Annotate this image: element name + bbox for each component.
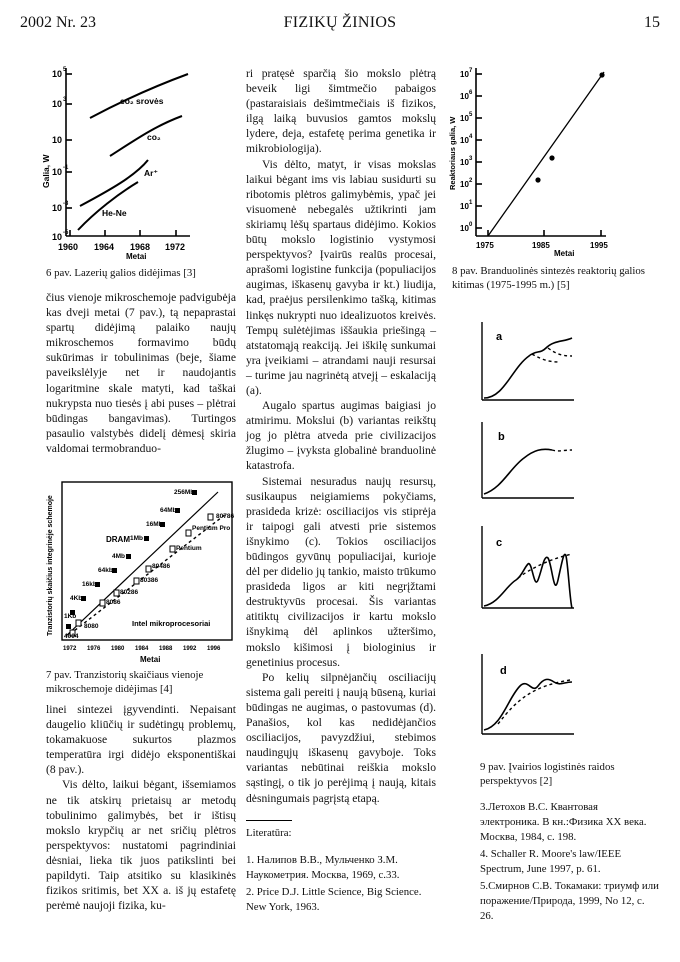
fig7-dram-1mb: 1Mb bbox=[130, 535, 143, 542]
svg-text:10: 10 bbox=[52, 69, 63, 79]
fig6-y-exp-0: 5 bbox=[63, 67, 67, 73]
fig8-y-exp-5: 2 bbox=[469, 178, 473, 184]
fig6-xtick-2: 1968 bbox=[130, 242, 151, 252]
column-1-text-bottom bbox=[46, 702, 236, 913]
fig7-dram-1kb: 1Kb bbox=[64, 613, 77, 620]
literature-item-1: 1. Налипов В.В., Мульченко З.М. Наукометрия. Москва, 1969, с.33. bbox=[246, 854, 400, 881]
fig8-y-exp-7: 0 bbox=[469, 222, 473, 228]
journal-title: FIZIKŲ ŽINIOS bbox=[283, 14, 397, 31]
fig7-dram-16kb: 16kb bbox=[82, 581, 97, 588]
literature-list bbox=[246, 826, 440, 917]
svg-text:10: 10 bbox=[460, 158, 469, 167]
col2-paragraph-3: Augalo spartus augimas baigiasi jo atmirimu. Mokslui (b) variantas reikštų jog jo plėtra atveda prie civilizacijos žlugimo – įvyksta globalinė branduolinė katastrofa. bbox=[246, 399, 436, 473]
fig7-mp-80486: 80486 bbox=[152, 563, 171, 570]
svg-text:10: 10 bbox=[460, 136, 469, 145]
fig7-mp-80786: 80786 bbox=[216, 513, 235, 520]
fig7-mp-4004: 4004 bbox=[64, 633, 79, 640]
fig6-y-exp-3: -1 bbox=[63, 165, 69, 171]
fig6-label-hene: He-Ne bbox=[102, 208, 127, 218]
fig8-xtick-2: 1995 bbox=[590, 241, 608, 250]
fig9-caption: 9 pav. Įvairios logistinės raidos perspektyvos [2] bbox=[480, 761, 615, 787]
fig6-y-exp-1: 3 bbox=[63, 97, 67, 103]
fig7-mp-label: Intel mikroprocesoriai bbox=[132, 619, 211, 628]
fig8-ylabel: Reaktoriaus galia, W bbox=[448, 116, 457, 190]
fig6-label-co2: co₂ bbox=[147, 132, 161, 142]
fig6-label-ar: Ar⁺ bbox=[144, 168, 158, 178]
svg-text:10: 10 bbox=[52, 99, 63, 109]
fig7-dram-64mb: 64Mb bbox=[160, 507, 177, 514]
svg-text:10: 10 bbox=[460, 92, 469, 101]
fig9-panel-a-label: a bbox=[496, 331, 503, 343]
fig8-caption: 8 pav. Branduolinės sintezės reaktorių galios kitimas (1975-1995 m.) [5] bbox=[452, 265, 645, 291]
col2-paragraph-5: Po kelių silpnėjančių osciliacijų sistema gali pereiti į naują būseną, kuriai būdingas ne augimas, o pastovumas (d). Panašios, kol kas nedidėjančios osciliacijos, pavyzdžiui, stebimos naudingųjų iškasenų gavyboje. Toks variantas nebūtinai reiškia mokslo sąstingį, o tik jo perėjimą į naują, kitais dėsningumais pagrįstą etapą. bbox=[246, 670, 436, 805]
fig7-mp-80286: 80286 bbox=[120, 589, 139, 596]
svg-text:10: 10 bbox=[52, 167, 63, 177]
fig8-y-exp-3: 4 bbox=[469, 134, 473, 140]
svg-text:10: 10 bbox=[460, 202, 469, 211]
fig7-xtick-2: 1980 bbox=[111, 646, 125, 652]
fig9-logistic-scenarios bbox=[474, 318, 634, 738]
fig6-caption: 6 pav. Lazerių galios didėjimas [3] bbox=[46, 267, 196, 279]
col1-paragraph-2: linei sintezei įgyvendinti. Nepaisant daugelio kliūčių ir sudėtingų problemų, tokamakuose sukurtos plazmos temperatūra irgi didėjo eksponentiškai (8 pav.). bbox=[46, 703, 236, 777]
fig7-dram-64kb: 64kb bbox=[98, 567, 113, 574]
reference-5: 5.Смирнов С.В. Токамаки: триумф или поражение/Природа, 1999, No 12, с. 26. bbox=[480, 880, 659, 922]
fig7-xtick-3: 1984 bbox=[135, 646, 149, 652]
fig8-y-exp-0: 7 bbox=[469, 68, 473, 74]
col2-paragraph-1: ri pratęsė sparčią šio mokslo plėtrą beveik ligi šimtmečio pabaigos (pastaraisiais dešimtmečiais iš fizikos, ilgą laiką buvusios gamtos mokslų lydere, deja, estafetę perima genetika ir mikrobiologija). bbox=[246, 67, 436, 156]
issue-number: 2002 Nr. 23 bbox=[20, 14, 96, 31]
svg-text:10: 10 bbox=[460, 70, 469, 79]
col1-paragraph: čius vienoje mikroschemoje padvigubėja kas dveji metai (7 pav.), tą nepaprastai spartų didėjimą palaiko naujų mikroschemos formavimo būdų sukūrimas ir tobulinimas (beje, šiame paveikslėlyje net ir naudojantis logaritmine skale matyti, kad taškai nukrypsta nuo tiesės į abi puses – plėtrai būdingas bangavimas). Turtingos pasaulio valstybės didelį dėmesį skiria valdomai termobranduo- bbox=[46, 291, 236, 455]
fig7-xtick-0: 1972 bbox=[63, 646, 77, 652]
fig6-xtick-0: 1960 bbox=[58, 242, 79, 252]
column-2-text bbox=[246, 66, 436, 806]
fig7-dram-4kb: 4Kb bbox=[70, 595, 83, 602]
reference-4: 4. Schaller R. Moore's law/IEEE Spectrum, June 1997, p. 61. bbox=[480, 848, 622, 875]
svg-text:10: 10 bbox=[460, 114, 469, 123]
fig8-xlabel: Metai bbox=[554, 249, 575, 258]
fig7-dram-label: DRAM bbox=[106, 535, 130, 544]
svg-text:10: 10 bbox=[460, 180, 469, 189]
fig6-label-co2-flow: co₂ srovės bbox=[120, 96, 164, 106]
fig7-dram-4mb: 4Mb bbox=[112, 553, 125, 560]
fig6-xtick-3: 1972 bbox=[165, 242, 186, 252]
literature-title: Literatūra: bbox=[246, 827, 292, 839]
fig6-xtick-1: 1964 bbox=[94, 242, 115, 252]
fig6-ylabel: Galia, W bbox=[41, 154, 51, 188]
fig7-dram-16mb: 16Mb bbox=[146, 521, 163, 528]
col2-paragraph-2: Vis dėlto, matyt, ir visas mokslas laikui bėgant ims vis labiau susidurti su ribotomis plėtros galimybėmis, ypač jei visuomenė nebegalės užtikrinti jam skiriamų lėšų spartaus didėjimo. Kokios būtų mokslo logistinio vystymosi perspektyvos? Įvairūs realūs procesai, aprašomi logistine funkcija (populiacijos augimas, iškasenų gavyba ir kt.) liudija, kad, praėjus persilenkimo tašką, kitimas linkęs nukrypti nuo idealizuotos kreivės. Tempų sulėtėjimas iššaukia priešingą – atstatomąją reakciją. Jei iškilę sunkumai yra įveikiami – atrandami nauji resursai – turime jau nagrinėtą atvejį – eskalaciją (a). bbox=[246, 157, 436, 397]
svg-text:10: 10 bbox=[52, 203, 63, 213]
fig8-xtick-1: 1985 bbox=[532, 241, 550, 250]
fig8-y-exp-4: 3 bbox=[469, 156, 473, 162]
literature-item-2: 2. Price D.J. Little Science, Big Science. New York, 1963. bbox=[246, 886, 422, 913]
col1-paragraph-3: Vis dėlto, laikui bėgant, išsemiamos ne tik atskirų prietaisų ar metodų tobulinimo galimybės, bet ir ištisų mokslo krypčių ar net sričių plėtros perspektyvos: nustatomi pagrindiniai dėsniai, lieka tik juos patikslinti bei papildyti. Taip atsitiko su klasikinės fizikos sritimis, bet XX a. iš jų estafetę perėmė naujoji fizika, ku- bbox=[46, 778, 236, 913]
fig7-mp-8086: 8086 bbox=[106, 599, 121, 606]
fig6-xlabel: Metai bbox=[126, 252, 147, 260]
fig8-y-exp-6: 1 bbox=[469, 200, 473, 206]
svg-text:10: 10 bbox=[52, 135, 63, 145]
fig7-xtick-6: 1996 bbox=[207, 646, 221, 652]
column-1-text-top bbox=[46, 290, 236, 456]
svg-text:10: 10 bbox=[460, 224, 469, 233]
fig7-xtick-1: 1976 bbox=[87, 646, 101, 652]
reference-3: 3.Летохов В.С. Квантовая электроника. В кн.:Физика XX века. Москва, 1984, с. 198. bbox=[480, 801, 647, 843]
references-right bbox=[480, 800, 660, 926]
fig6-y-exp-5: -5 bbox=[63, 230, 69, 236]
literature-separator bbox=[246, 820, 292, 821]
svg-text:10: 10 bbox=[52, 232, 63, 242]
fig7-caption: 7 pav. Tranzistorių skaičiaus vienoje mikroschemoje didėjimas [4] bbox=[46, 669, 204, 695]
fig7-xlabel: Metai bbox=[140, 655, 161, 664]
fig9-panel-c-label: c bbox=[496, 537, 503, 549]
fig8-xtick-0: 1975 bbox=[476, 241, 494, 250]
fig6-laser-power-chart bbox=[40, 60, 220, 260]
col2-paragraph-4: Sistemai nesuradus naujų resursų, susikaupus neigiamiems pokyčiams, prasideda krizė: osciliacijos vis stiprėja ir taipogi gali atvesti prie sistemos išnykimo (c). Tokios osciliacijos būdingos gyvūnų populiacijai, kurioje dėl per didelio jų tankio, maisto trūkumo prasideda ligos ar kiti negrįžtami destruktyvūs procesai. Šis variantas atitiktų civilizacijos ir kartu mokslo išnykimą dėl aplinkos užteršimo, mokslo kišimosi į biologinius ir genetinius procesus. bbox=[246, 474, 436, 669]
fig7-mp-pentium-pro: Pentium Pro bbox=[192, 525, 231, 532]
fig9-panel-b-label: b bbox=[498, 431, 505, 443]
fig7-mp-pentium: Pentium bbox=[176, 545, 202, 552]
fig7-xtick-4: 1988 bbox=[159, 646, 173, 652]
fig8-y-exp-2: 5 bbox=[469, 112, 473, 118]
fig7-mp-80386: 80386 bbox=[140, 577, 159, 584]
fig8-reactor-power-chart bbox=[446, 62, 626, 262]
page-number: 15 bbox=[644, 14, 660, 31]
fig7-ylabel: Tranzistorių skaičius integrinėje schemoje bbox=[47, 495, 54, 636]
fig7-mp-8080: 8080 bbox=[84, 623, 99, 630]
fig7-transistor-count-chart bbox=[40, 478, 240, 666]
page-header bbox=[20, 14, 660, 38]
fig6-y-exp-4: -3 bbox=[63, 201, 69, 207]
fig7-xtick-5: 1992 bbox=[183, 646, 197, 652]
fig9-panel-d-label: d bbox=[500, 665, 507, 677]
fig8-y-exp-1: 6 bbox=[469, 90, 473, 96]
fig7-dram-256mb: 256Mb bbox=[174, 489, 195, 496]
